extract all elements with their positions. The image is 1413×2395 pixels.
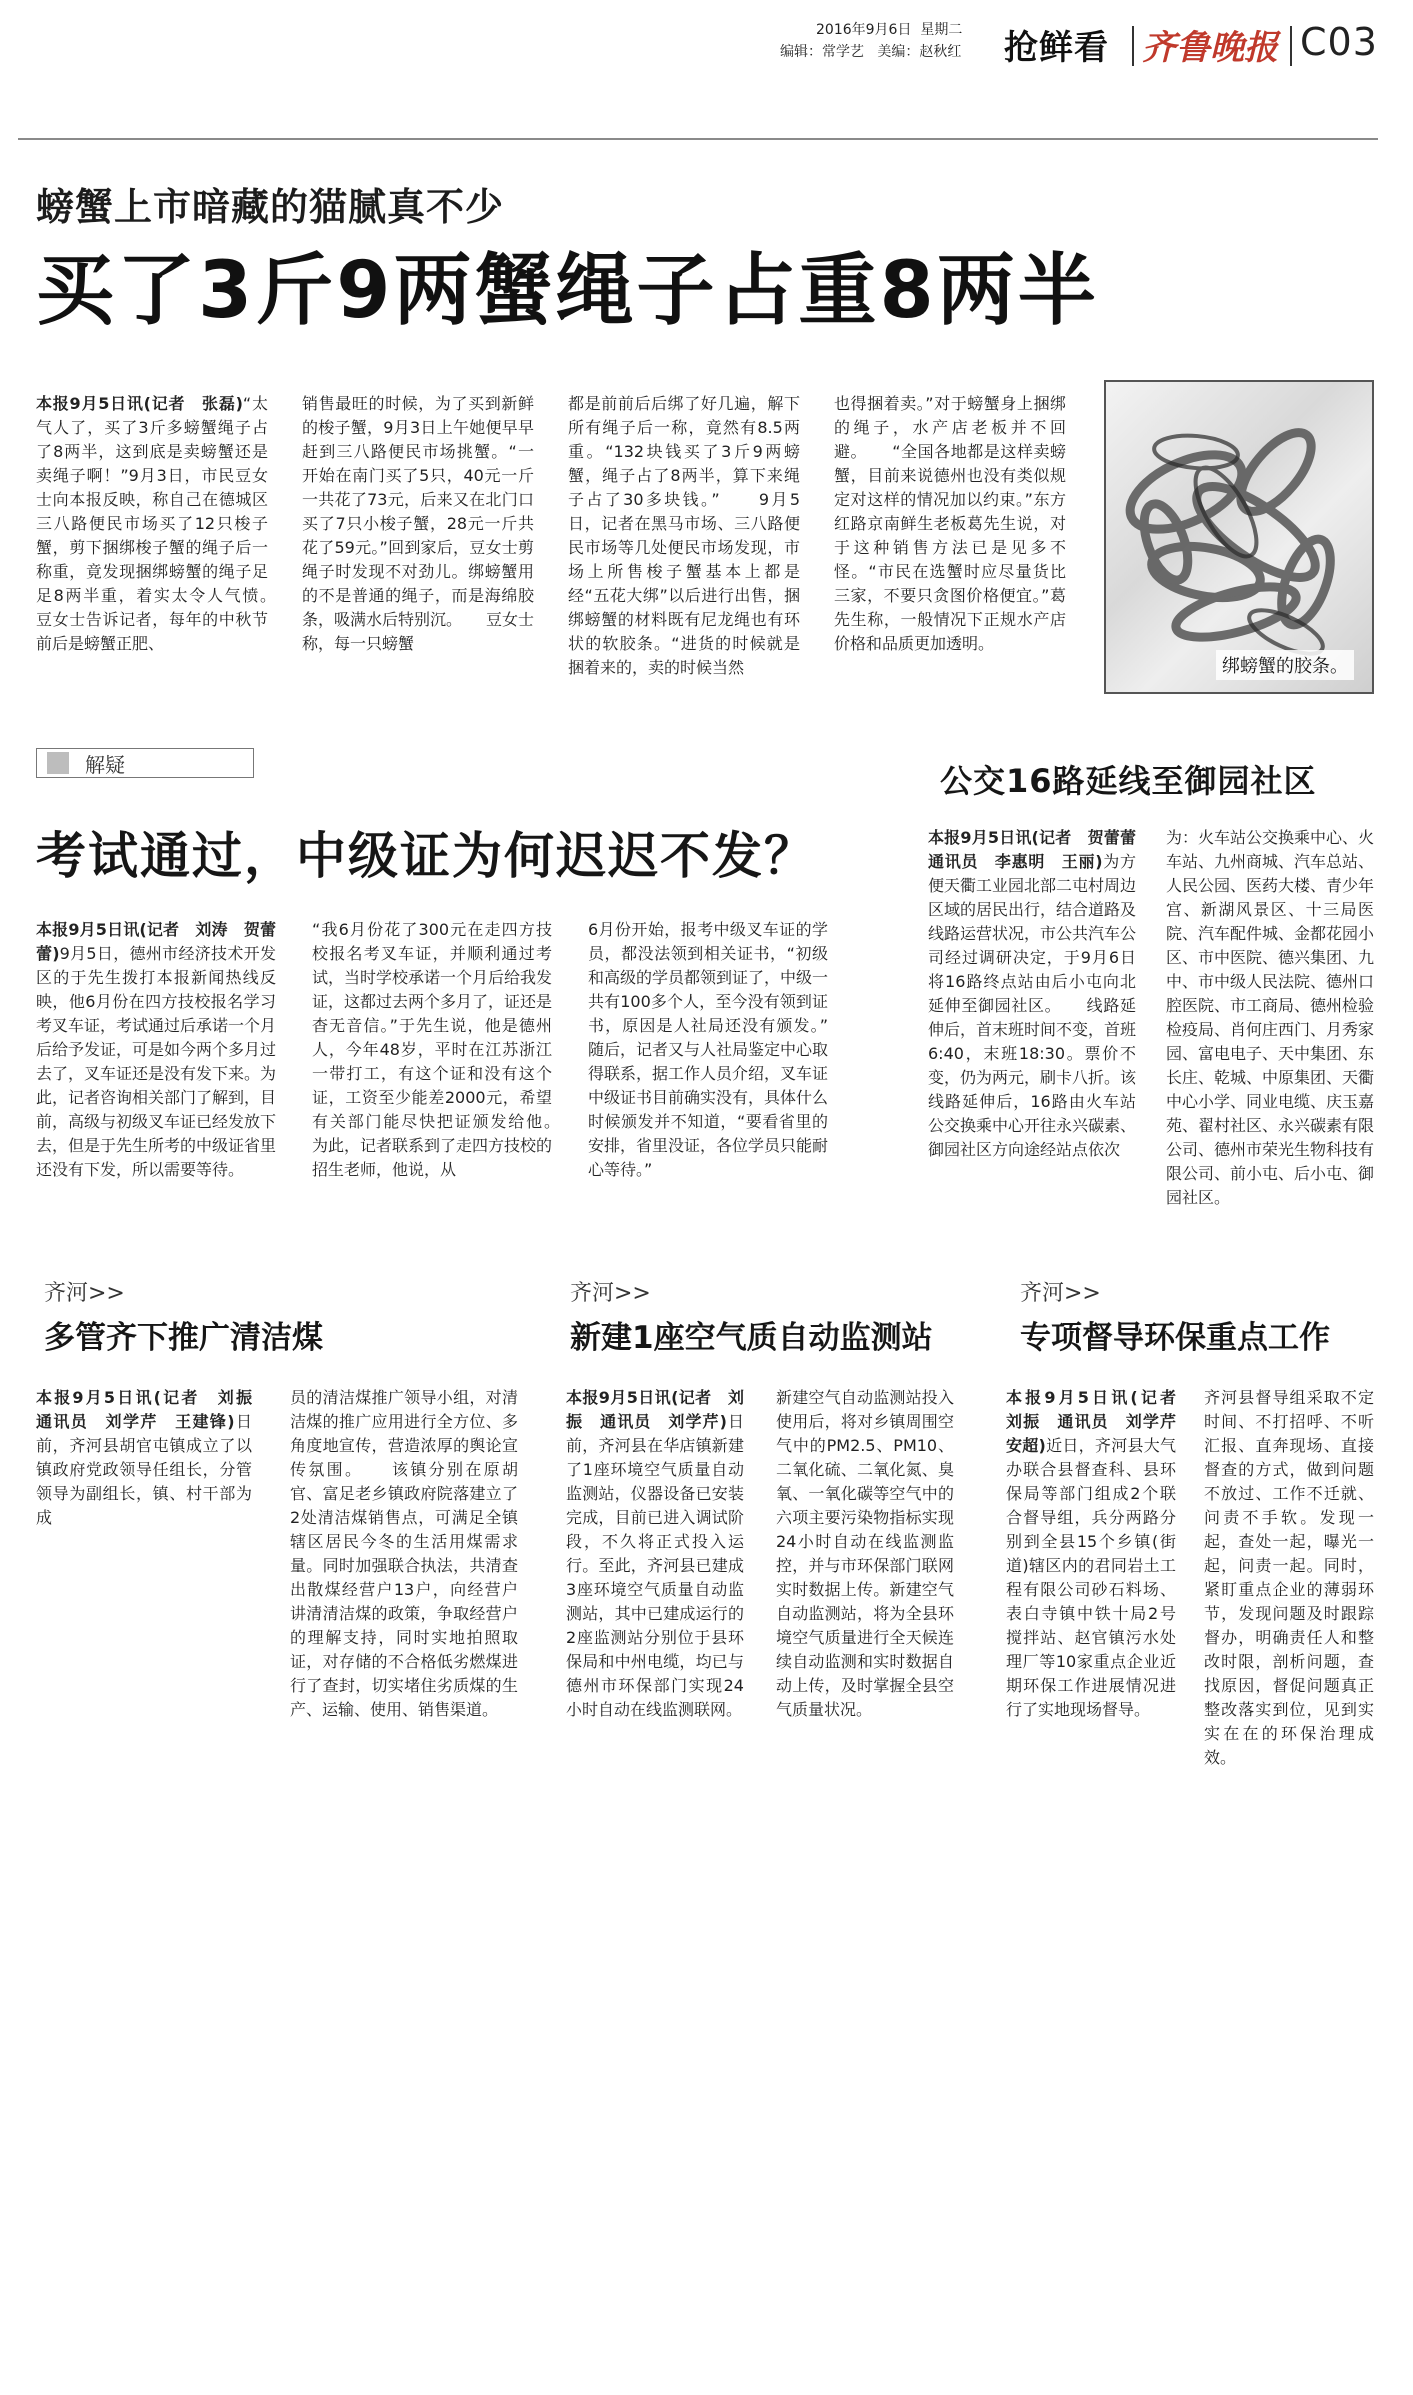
masthead-divider [1132, 26, 1134, 66]
env-lead: 本报9月5日讯(记者 刘振 通讯员 刘学芹 安超) [1006, 1388, 1193, 1455]
air-text-1: 日前，齐河县在华店镇新建了1座环境空气质量自动监测站，仪器设备已安装完成，目前已进入调试阶段，不久将正式投入运行。至此，齐河县已建成3座环境空气质量自动监测站，其中已建成运行的2座监测站分别位于县环保局和中州电缆，均已与德州市环保部门实现24小时自动在线监测联网。 [566, 1412, 744, 1719]
exam-text-2: “我6月份花了300元在走四方技校报名考叉车证，并顺利通过考试，当时学校承诺一个月后给我发证，这都过去两个多月了，证还是杳无音信。”于先生说，他是德州人，今年48岁，平时在江苏浙江一带打工，有这个证和没有这个证，工资至少能差2000元，希望有关部门能尽快把证颁发给他。 为此，记者联系到了走四方技校的招生老师，他说，从 [312, 920, 585, 1179]
air-text-2: 新建空气自动监测站投入使用后，将对乡镇周围空气中的PM2.5、PM10、二氧化硫、二氧化氮、臭氧、一氧化碳等空气中的六项主要污染物指标实现24小时自动在线监测监控，并与市环保部门联网实时数据上传。新建空气自动监测站，将为全县环境空气质量进行全天候连续自动监测和实时数据自动上传，及时掌握全县空气质量状况。 [776, 1388, 954, 1719]
crab-text-4: 也得捆着卖。”对于螃蟹身上捆绑的绳子，水产店老板并不回避。 “全国各地都是这样卖螃蟹，目前来说德州也没有类似规定对这样的情况加以约束。”东方红路京南鲜生老板葛先生说，对于这种销售方法已是见多不怪。“市民在选蟹时应尽量货比三家，不要只贪图价格便宜。”葛先生称，一般情况下正规水产店价格和品质更加透明。 [834, 394, 1066, 653]
staff-line [780, 42, 961, 62]
env-headline: 专项督导环保重点工作 [1020, 1320, 1330, 1356]
air-column-2 [776, 1386, 954, 1866]
qa-section-tag [36, 748, 254, 778]
coal-region-tag: 齐河>> [44, 1281, 125, 1306]
bus-text-1: 为方便天衢工业园北部二屯村周边区域的居民出行，结合道路及线路运营状况，市公共汽车公司经过调研决定，于9月6日将16路终点站由后小屯向北延伸至御园社区。 线路延伸后，首末班时间不变，首班6:40，末班18:30。票价不变，仍为两元，刷卡八折。该线路延伸后，16路由火车站公交换乘中心开往永兴碳素、御园社区方向途经站点依次 [928, 852, 1137, 1159]
issue-weekday: 星期二 [920, 22, 963, 38]
rubber-bands-image [1106, 382, 1372, 692]
coal-column-2 [290, 1386, 518, 1866]
env-column-2 [1204, 1386, 1374, 1866]
crab-text-1: “太气人了，买了3斤多螃蟹绳子占了8两半，这到底是卖螃蟹还是卖绳子啊！”9月3日，市民豆女士向本报反映，称自己在德城区三八路便民市场买了12只梭子蟹，剪下捆绑梭子蟹的绳子后一称重，竟发现捆绑螃蟹的绳子足足8两半重，着实太令人气愤。 豆女士告诉记者，每年的中秋节前后是螃蟹正肥、 [36, 394, 301, 653]
bus-lead: 本报9月5日讯(记者 贺蕾蕾 通讯员 李惠明 王丽) [928, 828, 1153, 871]
air-region-tag: 齐河>> [570, 1281, 651, 1306]
section-name: 抢鲜看 [1004, 28, 1109, 68]
bus-column-1 [928, 826, 1153, 1234]
coal-lead: 本报9月5日讯(记者 刘振 通讯员 刘学芹 王建锋) [36, 1388, 269, 1431]
bus-headline: 公交16路延线至御园社区 [940, 762, 1317, 800]
exam-text-1: 9月5日，德州市经济技术开发区的于先生拨打本报新闻热线反映，他6月份在四方技校报名学习考叉车证，考试通过后承诺一个月后给予发证，可是如今两个多月过去了，叉车证还是没有发下来。为此，记者咨询相关部门了解到，目前，高级与初级叉车证已经发放下去，但是于先生所考的中级证省里还没有下发，所以需要等待。 [36, 944, 277, 1179]
air-lead: 本报9月5日讯(记者 刘振 通讯员 刘学芹) [566, 1388, 744, 1431]
tag-square-icon [47, 752, 69, 774]
editor-credit: 编辑：常学艺 [780, 44, 864, 60]
exam-text-3: 6月份开始，报考中级叉车证的学员，都没法领到相关证书，“初级和高级的学员都领到证了，中级一共有100多个人，至今没有领到证书，原因是人社局还没有颁发。” 随后，记者又与人社局鉴定中心取得联系，据工作人员介绍，叉车证中级证书目前确实没有，具体什么时候颁发并不知道，“要看省里的安排，省里没证，各位学员只能耐心等待。” [588, 920, 861, 1179]
exam-headline: 考试通过，中级证为何迟迟不发？ [36, 827, 816, 885]
issue-date: 2016年9月6日 [816, 22, 912, 38]
air-column-1 [566, 1386, 744, 1866]
env-column-1 [1006, 1386, 1193, 1866]
exam-column-3 [588, 918, 861, 1230]
env-text-2: 齐河县督导组采取不定时间、不打招呼、不听汇报、直奔现场、直接督查的方式，做到问题不放过、工作不迁就、问责不手软。发现一起，查处一起，曝光一起，问责一起。同时，紧盯重点企业的薄弱环节，发现问题及时跟踪督办，明确责任人和整改时限，剖析问题，查找原因，督促问题真正整改落实到位，见到实实在在的环保治理成效。 [1204, 1388, 1374, 1767]
designer-credit: 美编：赵秋红 [877, 44, 962, 60]
qa-tag-label: 解疑 [85, 752, 125, 777]
crab-column-4 [834, 392, 1066, 704]
crab-column-1 [36, 392, 301, 704]
newspaper-logo: 齐鲁晚报 [1142, 28, 1278, 68]
coal-text-2: 员的清洁煤推广领导小组，对清洁煤的推广应用进行全方位、多角度地宣传，营造浓厚的舆论宣传氛围。 该镇分别在原胡官、富足老乡镇政府院落建立了2处清洁煤销售点，可满足全镇辖区居民今冬的生活用煤需求量。同时加强联合执法，共清查出散煤经营户13户，向经营户讲清清洁煤的政策，争取经营户的理解支持，同时实地拍照取证，对存储的不合格低劣燃煤进行了查封，切实堵住劣质煤的生产、运输、使用、销售渠道。 [290, 1388, 518, 1719]
crab-column-2 [302, 392, 534, 704]
crab-photo [1104, 380, 1374, 694]
exam-column-1 [36, 918, 276, 1230]
bus-column-2 [1166, 826, 1374, 1234]
env-region-tag: 齐河>> [1020, 1281, 1101, 1306]
masthead-divider [1290, 26, 1292, 66]
crab-photo-caption: 绑螃蟹的胶条。 [1216, 650, 1354, 680]
page-number: C03 [1300, 20, 1378, 64]
issue-date-line [816, 20, 962, 40]
air-headline: 新建1座空气质自动监测站 [570, 1320, 933, 1356]
exam-column-2 [312, 918, 585, 1230]
crab-headline: 买了3斤9两蟹绳子占重8两半 [36, 246, 1099, 336]
crab-text-2: 销售最旺的时候，为了买到新鲜的梭子蟹，9月3日上午她便早早赶到三八路便民市场挑蟹。“一开始在南门买了5只，40元一斤一共花了73元，后来又在北门口买了7只小梭子蟹，28元一斤共花了59元。”回到家后，豆女士剪绳子时发现不对劲儿。绑螃蟹用的不是普通的绳子，而是海绵胶条，吸满水后特别沉。 豆女士称，每一只螃蟹 [302, 394, 535, 653]
crab-lead: 本报9月5日讯(记者 张磊) [36, 394, 243, 413]
exam-lead: 本报9月5日讯(记者 刘涛 贺蕾蕾) [36, 920, 276, 963]
env-text-1: 近日，齐河县大气办联合县督查科、县环保局等部门组成2个联合督导组，兵分两路分别到全县15个乡镇(街道)辖区内的君同岩土工程有限公司砂石料场、表白寺镇中铁十局2号搅拌站、赵官镇污水处理厂等10家重点企业近期环保工作进展情况进行了实地现场督导。 [1006, 1436, 1176, 1719]
coal-headline: 多管齐下推广清洁煤 [44, 1320, 323, 1356]
masthead-rule [18, 138, 1378, 140]
crab-column-3 [568, 392, 800, 704]
bus-text-2: 为：火车站公交换乘中心、火车站、九州商城、汽车总站、人民公园、医药大楼、青少年宫、新湖风景区、十三局医院、汽车配件城、金都花园小区、市中医院、德兴集团、九中、市中级人民法院、德州口腔医院、市工商局、德州检验检疫局、肖何庄西门、月秀家园、富电电子、天中集团、东长庄、乾城、中原集团、天衢中心小学、同业电缆、庆玉嘉苑、翟村社区、永兴碳素有限公司、德州市荣光生物科技有限公司、前小屯、后小屯、御园社区。 [1166, 828, 1375, 1207]
crab-text-3: 都是前前后后绑了好几遍，解下所有绳子后一称，竟然有8.5两重。“132块钱买了3斤9两螃蟹，绳子占了8两半，算下来绳子占了30多块钱。” 9月5日，记者在黑马市场、三八路便民市场等几处便民市场发现，市场上所售梭子蟹基本上都是经“五花大绑”以后进行出售，捆绑螃蟹的材料既有尼龙绳也有环状的软胶条。“进货的时候就是捆着来的，卖的时候当然 [568, 394, 800, 677]
coal-text-1: 日前，齐河县胡官屯镇成立了以镇政府党政领导任组长，分管领导为副组长，镇、村干部为成 [36, 1412, 252, 1527]
coal-column-1 [36, 1386, 269, 1866]
crab-kicker: 螃蟹上市暗藏的猫腻真不少 [36, 185, 505, 229]
